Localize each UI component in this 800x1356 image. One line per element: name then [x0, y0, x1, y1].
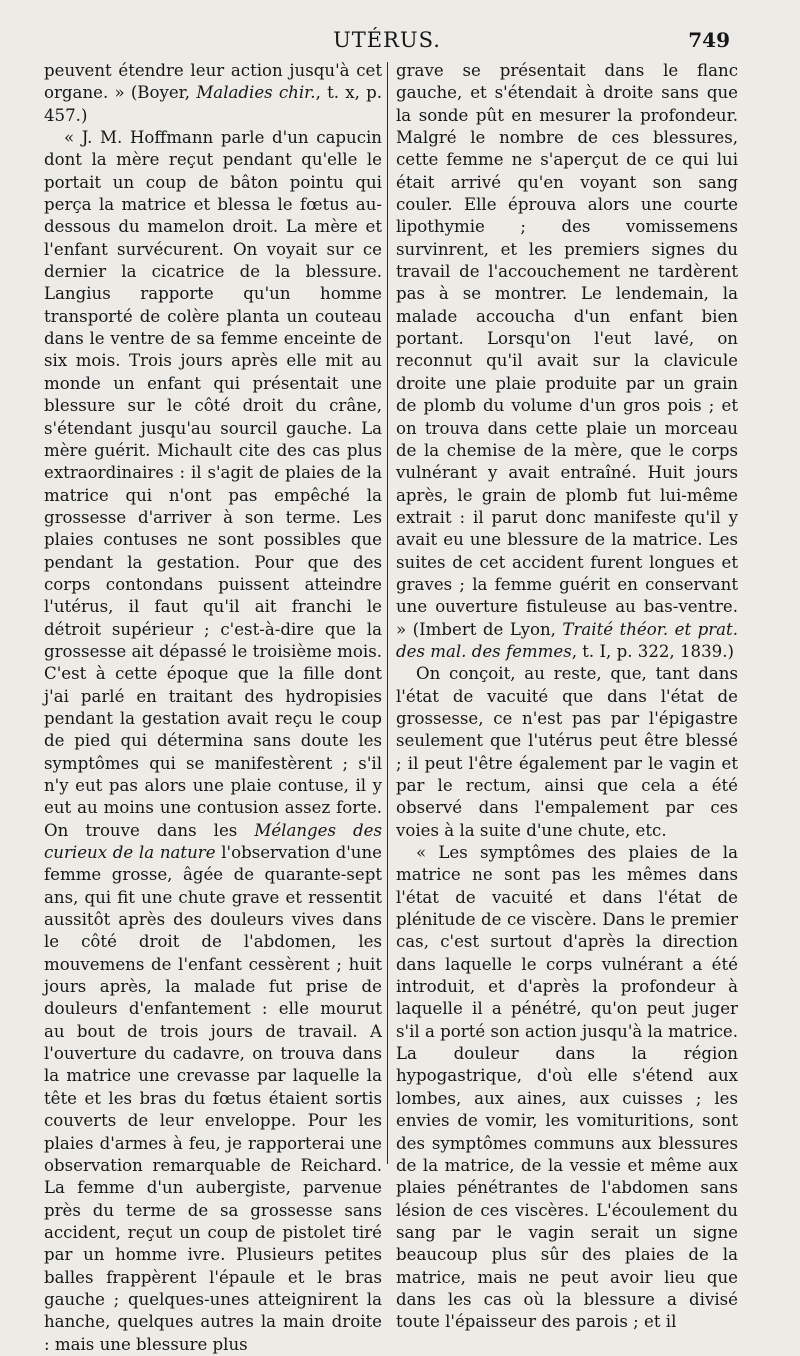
- left-paragraph-1: peuvent étendre leur action jusqu'à cet organe. » (Boyer, Maladies chir., t. x, p. 457.): [44, 61, 383, 125]
- page-header: [44, 28, 730, 58]
- right-paragraph-1: grave se présentait dans le flanc gauche, et s'étendait à droite sans que la sonde pût en mesurer la profondeur. Malgré le nombre de ces blessures, cette femme ne s'aperçut de ce qui lui était arrivé qu'en voyant son sang couler. Elle éprouva alors une courte lipothymie ; des vomissemens survinrent, et les premiers signes du travail de l'accouchement ne tardèrent pas à se montrer. Le lendemain, la malade accoucha d'un enfant bien portant. Lorsqu'on l'eut lavé, on reconnut qu'il avait sur la clavicule droite une plaie produite par un grain de plomb du volume d'un gros pois ; et on trouva dans cette plaie un morceau de la chemise de la mère, que le corps vulnérant y avait entraîné. Huit jours après, le grain de plomb fut lui-même extrait : il parut donc manifeste qu'il y avait eu une blessure de la matrice. Les suites de cet accident furent longues et graves ; la femme guérit en conservant une ouverture fistuleuse au bas-ventre. » (Imbert de Lyon, Traité théor. et prat. des mal. des femmes, t. I, p. 322, 1839.): [396, 61, 738, 661]
- column-divider: [387, 62, 388, 1164]
- left-column: [44, 60, 382, 1356]
- page-number: 749: [688, 28, 730, 52]
- left-paragraph-2: « J. M. Hoffmann parle d'un capucin dont la mère reçut pendant qu'elle le portait un coup de bâton pointu qui perça la matrice et blessa le fœtus au-dessous du mamelon droit. La mère et l'enfant survécurent. On voyait sur ce dernier la cicatrice de la blessure. Langius rapporte qu'un homme transporté de colère planta un couteau dans le ventre de sa femme enceinte de six mois. Trois jours après elle mit au monde un enfant qui présentait une blessure sur le côté droit du crâne, s'étendant jusqu'au sourcil gauche. La mère guérit. Michault cite des cas plus extraordinaires : il s'agit de plaies de la matrice qui n'ont pas empêché la grossesse d'arriver à son terme. Les plaies contuses ne sont possibles que pendant la gestation. Pour que des corps contondans puissent atteindre l'utérus, il faut qu'il ait franchi le détroit supérieur ; c'est-à-dire que la grossesse ait dépassé le troisième mois. C'est à cette époque que la fille dont j'ai parlé en traitant des hydropisies pendant la gestation avait reçu le coup de pied qui détermina sans doute les symptômes qui se manifestèrent ; s'il n'y eut pas alors une plaie contuse, il y eut au moins une contusion assez forte. On trouve dans les Mélanges des curieux de la nature l'observation d'une femme grosse, âgée de quarante-sept ans, qui fit une chute grave et ressentit aussitôt après des douleurs vives dans le côté droit de l'abdomen, les mouvemens de l'enfant cessèrent ; huit jours après, la malade fut prise de douleurs d'enfantement : elle mourut au bout de trois jours de travail. A l'ouverture du cadavre, on trouva dans la matrice une crevasse par laquelle la tête et les bras du fœtus étaient sortis couverts de leur enveloppe. Pour les plaies d'armes à feu, je rapporterai une observation remarquable de Reichard. La femme d'un aubergiste, parvenue près du terme de sa grossesse sans accident, reçut un coup de pistolet tiré par un homme ivre. Plusieurs petites balles frappèrent l'épaule et le bras gauche ; quelques-unes atteignirent la hanche, quelques autres la main droite : mais une blessure plus: [44, 128, 382, 1354]
- running-title: UTÉRUS.: [333, 28, 441, 52]
- right-column: [396, 60, 738, 1334]
- right-paragraph-2: On conçoit, au reste, que, tant dans l'état de vacuité que dans l'état de grossesse, ce n'est pas par l'épigastre seulement que l'utérus peut être blessé ; il peut l'être également par le vagin et par le rectum, ainsi que cela a été observé dans l'empalement par ces voies à la suite d'une chute, etc.: [396, 664, 738, 840]
- right-paragraph-3: « Les symptômes des plaies de la matrice ne sont pas les mêmes dans l'état de vacuité et dans l'état de plénitude de ce viscère. Dans le premier cas, c'est surtout d'après la direction dans laquelle le corps vulnérant a été introduit, et d'après la profondeur à laquelle il a pénétré, qu'on peut juger s'il a porté son action jusqu'à la matrice. La douleur dans la région hypogastrique, d'où elle s'étend aux lombes, aux aines, aux cuisses ; les envies de vomir, les vomituritions, sont des symptômes communs aux blessures de la matrice, de la vessie et même aux plaies pénétrantes de l'abdomen sans lésion de ces viscères. L'écoulement du sang par le vagin serait un signe beaucoup plus sûr des plaies de la matrice, mais ne peut avoir lieu que dans les cas où la blessure a divisé toute l'épaisseur des parois ; et il: [396, 843, 738, 1332]
- text-columns: [44, 60, 788, 1354]
